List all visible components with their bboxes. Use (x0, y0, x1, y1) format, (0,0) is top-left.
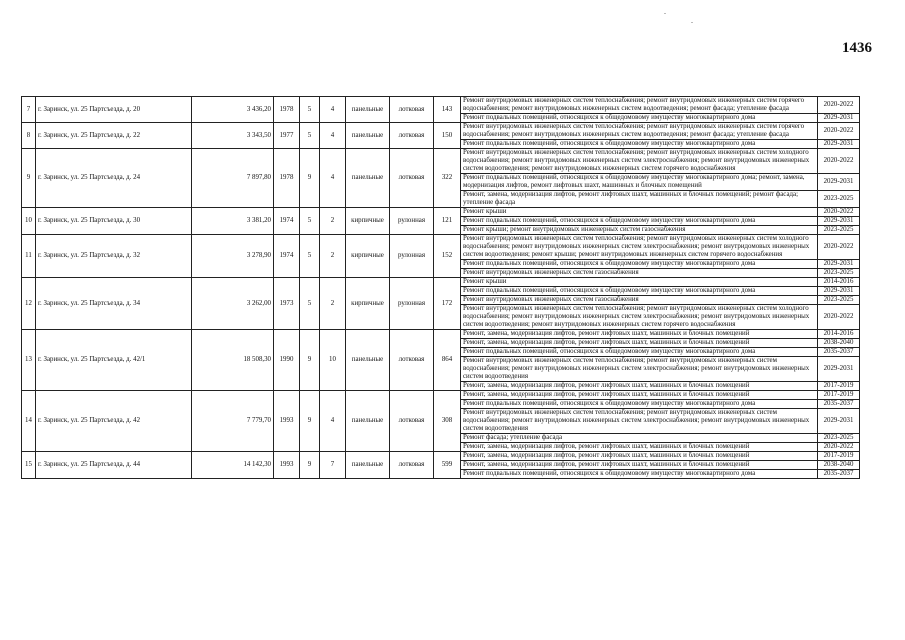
work-description: Ремонт, замена, модернизация лифтов, ремонт лифтовых шахт, машинных и блочных помещений (461, 461, 818, 470)
total-area: 7 897,80 (192, 149, 274, 208)
work-period: 2020-2022 (818, 149, 860, 174)
work-description: Ремонт подвальных помещений, относящихся к общедомовому имуществу многоквартирного дома (461, 114, 818, 123)
work-period: 2035-2037 (818, 470, 860, 479)
total-area: 18 508,30 (192, 330, 274, 391)
table-row (22, 123, 860, 140)
work-period: 2038-2040 (818, 461, 860, 470)
house-address: г. Заринск, ул. 25 Партсъезда, д. 30 (36, 208, 192, 235)
entrance-count: 4 (320, 97, 346, 123)
row-number: 13 (22, 330, 36, 391)
house-address: г. Заринск, ул. 25 Партсъезда, д. 32 (36, 235, 192, 278)
work-period: 2038-2040 (818, 339, 860, 348)
roof-type: лотковая (390, 149, 434, 208)
work-description: Ремонт подвальных помещений, относящихся к общедомовому имуществу многоквартирного дома (461, 470, 818, 479)
work-description: Ремонт подвальных помещений, относящихся к общедомовому имуществу многоквартирного дома (461, 400, 818, 409)
row-number: 15 (22, 452, 36, 479)
floor-count: 5 (300, 208, 320, 235)
work-description: Ремонт, замена, модернизация лифтов, ремонт лифтовых шахт, машинных и блочных помещений (461, 330, 818, 339)
entrance-count: 2 (320, 278, 346, 330)
wall-material: кирпичные (346, 278, 390, 330)
wall-material: панельные (346, 97, 390, 123)
apartment-count: 322 (434, 149, 461, 208)
work-description: Ремонт крыши; ремонт внутридомовых инженерных систем газоснабжения (461, 226, 818, 235)
row-number: 10 (22, 208, 36, 235)
repair-schedule-table (21, 96, 860, 479)
table-row (22, 149, 860, 174)
work-period: 2014-2016 (818, 278, 860, 287)
apartment-count: 172 (434, 278, 461, 330)
row-number: 14 (22, 391, 36, 452)
wall-material: панельные (346, 123, 390, 149)
house-address: г. Заринск, ул. 25 Партсъезда, д. 42/1 (36, 330, 192, 391)
total-area: 3 436,20 (192, 97, 274, 123)
entrance-count: 4 (320, 123, 346, 149)
work-period: 2035-2037 (818, 348, 860, 357)
total-area: 3 262,00 (192, 278, 274, 330)
scan-speck (691, 22, 693, 23)
work-description: Ремонт, замена, модернизация лифтов, ремонт лифтовых шахт, машинных и блочных помещений (461, 443, 818, 452)
entrance-count: 7 (320, 452, 346, 479)
work-description: Ремонт, замена, модернизация лифтов, ремонт лифтовых шахт, машинных и блочных помещений (461, 452, 818, 461)
entrance-count: 4 (320, 149, 346, 208)
house-address: г. Заринск, ул. 25 Партсъезда, д. 22 (36, 123, 192, 149)
row-number: 7 (22, 97, 36, 123)
floor-count: 9 (300, 149, 320, 208)
work-period: 2023-2025 (818, 434, 860, 443)
house-address: г. Заринск, ул. 25 Партсъезда, д. 24 (36, 149, 192, 208)
roof-type: лотковая (390, 452, 434, 479)
work-description: Ремонт, замена, модернизация лифтов, ремонт лифтовых шахт, машинных и блочных помещений (461, 339, 818, 348)
table-row (22, 235, 860, 260)
row-number: 11 (22, 235, 36, 278)
wall-material: панельные (346, 330, 390, 391)
build-year: 1978 (274, 97, 300, 123)
table-row (22, 278, 860, 287)
table-row (22, 208, 860, 217)
work-description: Ремонт, замена, модернизация лифтов, ремонт лифтовых шахт, машинных и блочных помещений (461, 382, 818, 391)
entrance-count: 2 (320, 208, 346, 235)
work-description: Ремонт подвальных помещений, относящихся к общедомовому имуществу многоквартирного дома; ремонт, замена, модернизация лифтов, ремонт лифтовых шахт, машинных и блочных помещений (461, 174, 818, 191)
floor-count: 5 (300, 123, 320, 149)
work-description: Ремонт, замена, модернизация лифтов, ремонт лифтовых шахт, машинных и блочных помещений (461, 391, 818, 400)
roof-type: лотковая (390, 391, 434, 452)
work-period: 2029-2031 (818, 114, 860, 123)
work-period: 2023-2025 (818, 269, 860, 278)
work-period: 2020-2022 (818, 235, 860, 260)
total-area: 3 381,20 (192, 208, 274, 235)
build-year: 1973 (274, 278, 300, 330)
entrance-count: 10 (320, 330, 346, 391)
build-year: 1977 (274, 123, 300, 149)
floor-count: 9 (300, 391, 320, 452)
work-period: 2023-2025 (818, 296, 860, 305)
house-address: г. Заринск, ул. 25 Партсъезда, д. 20 (36, 97, 192, 123)
build-year: 1974 (274, 235, 300, 278)
scan-speck (664, 13, 666, 14)
work-period: 2020-2022 (818, 123, 860, 140)
work-description: Ремонт внутридомовых инженерных систем теплоснабжения; ремонт внутридомовых инженерных систем холодного водоснабжения; ремонт внутридомовых инженерных систем электроснабжения; ремонт внутридомовых инженерных систем водоотведения; ремонт внутридомовых инженерных систем горячего водоснабжения (461, 305, 818, 330)
roof-type: рулонная (390, 235, 434, 278)
work-description: Ремонт внутридомовых инженерных систем теплоснабжения; ремонт внутридомовых инженерных систем горячего водоснабжения; ремонт внутридомовых инженерных систем водоотведения; ремонт фасада; утепление фасада (461, 97, 818, 114)
work-description: Ремонт подвальных помещений, относящихся к общедомовому имуществу многоквартирного дома (461, 287, 818, 296)
build-year: 1974 (274, 208, 300, 235)
work-period: 2020-2022 (818, 208, 860, 217)
house-address: г. Заринск, ул. 25 Партсъезда, д. 44 (36, 452, 192, 479)
floor-count: 5 (300, 278, 320, 330)
work-period: 2020-2022 (818, 443, 860, 452)
work-period: 2023-2025 (818, 226, 860, 235)
work-description: Ремонт подвальных помещений, относящихся к общедомовому имуществу многоквартирного дома (461, 260, 818, 269)
work-description: Ремонт внутридомовых инженерных систем теплоснабжения; ремонт внутридомовых инженерных систем холодного водоснабжения; ремонт внутридомовых инженерных систем электроснабжения; ремонт внутридомовых инженерных систем водоотведения; ремонт внутридомовых инженерных систем горячего водоснабжения (461, 149, 818, 174)
total-area: 3 278,90 (192, 235, 274, 278)
work-description: Ремонт подвальных помещений, относящихся к общедомовому имуществу многоквартирного дома (461, 217, 818, 226)
total-area: 7 779,70 (192, 391, 274, 452)
work-description: Ремонт подвальных помещений, относящихся к общедомовому имуществу многоквартирного дома (461, 348, 818, 357)
work-description: Ремонт внутридомовых инженерных систем газоснабжения (461, 296, 818, 305)
entrance-count: 4 (320, 391, 346, 452)
roof-type: лотковая (390, 330, 434, 391)
table-row (22, 452, 860, 461)
table-row (22, 330, 860, 339)
house-address: г. Заринск, ул. 25 Партсъезда, д. 34 (36, 278, 192, 330)
wall-material: панельные (346, 149, 390, 208)
floor-count: 9 (300, 330, 320, 391)
work-period: 2014-2016 (818, 330, 860, 339)
row-number: 12 (22, 278, 36, 330)
apartment-count: 308 (434, 391, 461, 452)
roof-type: лотковая (390, 97, 434, 123)
work-description: Ремонт внутридомовых инженерных систем теплоснабжения; ремонт внутридомовых инженерных систем водоснабжения; ремонт внутридомовых инженерных систем электроснабжения; ремонт внутридомовых инженерных систем водоотведения (461, 409, 818, 434)
apartment-count: 143 (434, 97, 461, 123)
work-period: 2020-2022 (818, 305, 860, 330)
work-description: Ремонт подвальных помещений, относящихся к общедомовому имуществу многоквартирного дома (461, 140, 818, 149)
row-number: 9 (22, 149, 36, 208)
build-year: 1993 (274, 391, 300, 452)
table-row (22, 391, 860, 400)
table-row (22, 97, 860, 114)
work-description: Ремонт внутридомовых инженерных систем теплоснабжения; ремонт внутридомовых инженерных систем водоснабжения; ремонт внутридомовых инженерных систем электроснабжения; ремонт внутридомовых инженерных систем водоотведения (461, 357, 818, 382)
page-number: 1436 (842, 40, 872, 56)
wall-material: кирпичные (346, 208, 390, 235)
build-year: 1990 (274, 330, 300, 391)
work-description: Ремонт крыши (461, 278, 818, 287)
floor-count: 5 (300, 97, 320, 123)
apartment-count: 864 (434, 330, 461, 391)
row-number: 8 (22, 123, 36, 149)
work-description: Ремонт фасада; утепление фасада (461, 434, 818, 443)
roof-type: рулонная (390, 208, 434, 235)
apartment-count: 121 (434, 208, 461, 235)
work-period: 2029-2031 (818, 409, 860, 434)
roof-type: рулонная (390, 278, 434, 330)
work-description: Ремонт, замена, модернизация лифтов, ремонт лифтовых шахт, машинных и блочных помещений; ремонт фасада; утепление фасада (461, 191, 818, 208)
work-period: 2029-2031 (818, 140, 860, 149)
floor-count: 9 (300, 452, 320, 479)
house-address: г. Заринск, ул. 25 Партсъезда, д. 42 (36, 391, 192, 452)
work-period: 2029-2031 (818, 174, 860, 191)
work-period: 2029-2031 (818, 287, 860, 296)
entrance-count: 2 (320, 235, 346, 278)
build-year: 1978 (274, 149, 300, 208)
total-area: 14 142,30 (192, 452, 274, 479)
work-description: Ремонт крыши (461, 208, 818, 217)
total-area: 3 343,50 (192, 123, 274, 149)
work-description: Ремонт внутридомовых инженерных систем теплоснабжения; ремонт внутридомовых инженерных систем холодного водоснабжения; ремонт внутридомовых инженерных систем электроснабжения; ремонт внутридомовых инженерных систем водоотведения; ремонт крыши; ремонт внутридомовых инженерных систем горячего водоснабжения (461, 235, 818, 260)
wall-material: кирпичные (346, 235, 390, 278)
apartment-count: 150 (434, 123, 461, 149)
work-period: 2023-2025 (818, 191, 860, 208)
work-description: Ремонт внутридомовых инженерных систем газоснабжения (461, 269, 818, 278)
work-period: 2029-2031 (818, 260, 860, 269)
work-period: 2017-2019 (818, 452, 860, 461)
work-period: 2017-2019 (818, 382, 860, 391)
wall-material: панельные (346, 452, 390, 479)
apartment-count: 599 (434, 452, 461, 479)
build-year: 1993 (274, 452, 300, 479)
work-period: 2035-2037 (818, 400, 860, 409)
wall-material: панельные (346, 391, 390, 452)
work-period: 2017-2019 (818, 391, 860, 400)
apartment-count: 152 (434, 235, 461, 278)
work-period: 2029-2031 (818, 217, 860, 226)
work-period: 2020-2022 (818, 97, 860, 114)
work-period: 2029-2031 (818, 357, 860, 382)
work-description: Ремонт внутридомовых инженерных систем теплоснабжения; ремонт внутридомовых инженерных систем горячего водоснабжения; ремонт внутридомовых инженерных систем водоотведения; ремонт фасада; утепление фасада (461, 123, 818, 140)
floor-count: 5 (300, 235, 320, 278)
roof-type: лотковая (390, 123, 434, 149)
